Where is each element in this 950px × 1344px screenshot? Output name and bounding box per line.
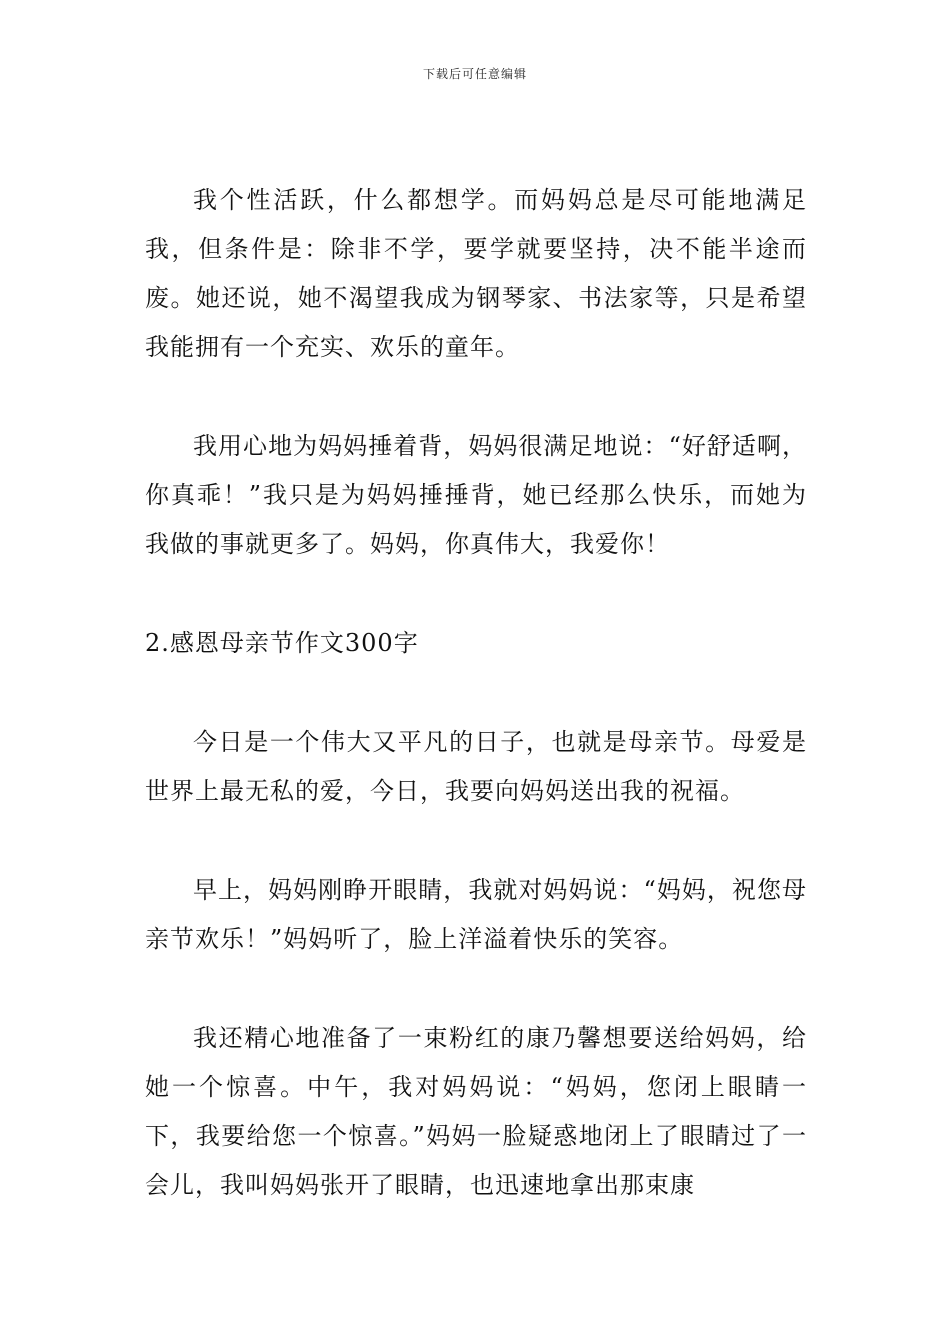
paragraph-2: 我用心地为妈妈捶着背，妈妈很满足地说：“好舒适啊，你真乖！”我只是为妈妈捶捶背，她已经那么快乐，而她为我做的事就更多了。妈妈，你真伟大，我爱你！ <box>145 432 807 558</box>
section-heading: 2.感恩母亲节作文300字 <box>145 629 419 657</box>
paragraph-1: 我个性活跃，什么都想学。而妈妈总是尽可能地满足我，但条件是：除非不学，要学就要坚持，决不能半途而废。她还说，她不渴望我成为钢琴家、书法家等，只是希望我能拥有一个充实、欢乐的童年。 <box>145 186 807 361</box>
paragraph-gap <box>145 372 807 422</box>
page-header: 下载后可任意编辑 <box>422 67 527 81</box>
paragraph-gap <box>145 569 807 619</box>
paragraph-gap <box>145 964 807 1014</box>
paragraph-gap <box>145 816 807 866</box>
paragraph-5: 我还精心地准备了一束粉红的康乃馨想要送给妈妈，给她一个惊喜。中午，我对妈妈说：“妈妈，您闭上眼睛一下，我要给您一个惊喜。”妈妈一脸疑惑地闭上了眼睛过了一会儿，我叫妈妈张开了眼睛，也迅速地拿出那束康 <box>145 1024 807 1199</box>
paragraph-3: 今日是一个伟大又平凡的日子，也就是母亲节。母爱是世界上最无私的爱，今日，我要向妈妈送出我的祝福。 <box>145 728 807 805</box>
document-body <box>145 176 807 1210</box>
paragraph-4: 早上，妈妈刚睁开眼睛，我就对妈妈说：“妈妈，祝您母亲节欢乐！”妈妈听了，脸上洋溢着快乐的笑容。 <box>145 876 807 953</box>
paragraph-gap <box>145 668 807 718</box>
